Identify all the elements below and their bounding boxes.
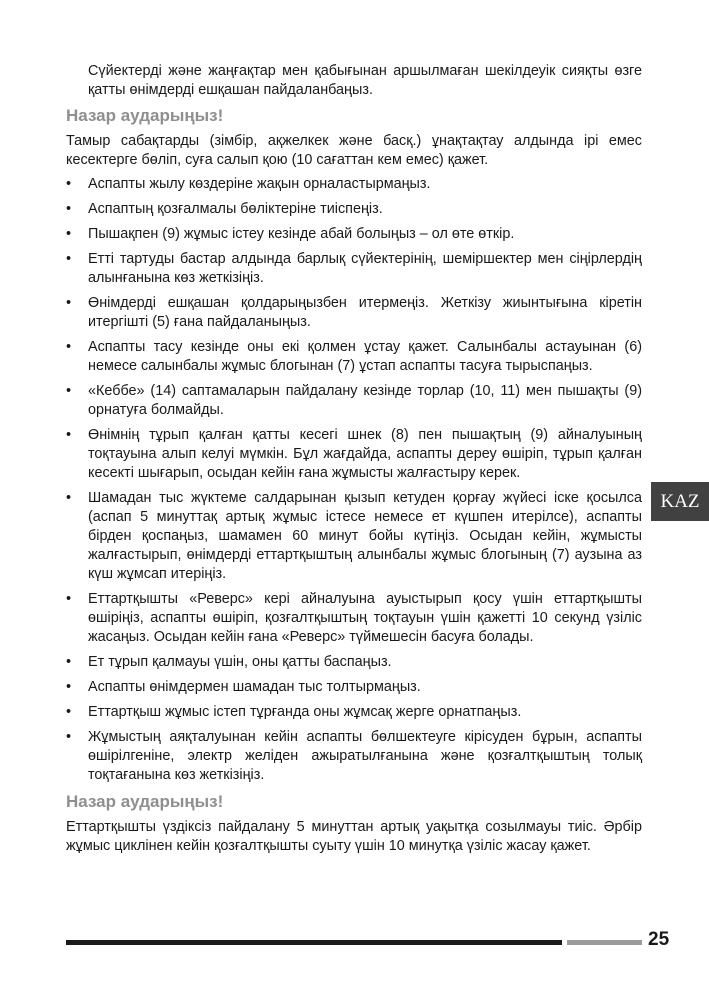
list-item <box>66 590 642 647</box>
list-item-text: Ет тұрып қалмауы үшін, оны қатты баспаңыз. <box>88 654 392 670</box>
bullet-marker: • <box>66 679 72 695</box>
attention-heading-2: Назар аударыңыз! <box>66 792 224 811</box>
bullet-marker: • <box>66 654 72 670</box>
list-item-text: Аспаптың қозғалмалы бөліктеріне тиіспеңіз. <box>88 201 383 217</box>
bullet-marker: • <box>66 226 72 242</box>
list-item <box>66 338 642 376</box>
list-item-text: Шамадан тыс жүктеме салдарынан қызып кетуден қорғау жүйесі іске қосылса (аспап 5 минуттақ артық жұмыс істесе немесе ет күшпен итерілсе), аспапты бірден қоспаңыз, шамамен 60 минут бойы күтіңіз. Осыдан кейін, жұмысты жалғастырып, өнімдерді еттартқыштың алынбалы жұмыс блогының (7) аузына аз күш жұмсап итеріңіз. <box>88 490 642 582</box>
list-item-text: Өнімнің тұрып қалған қатты кесегі шнек (8) пен пышақтың (9) айналуының тоқтауына алып келуі мүмкін. Бұл жағдайда, аспапты дереу өшіріп, тұрып қалған кесекті шығарып, осыдан кейін ғана жұмысты жалғастыру керек. <box>88 427 642 481</box>
list-item <box>66 703 642 722</box>
list-item <box>66 728 642 785</box>
bullet-marker: • <box>66 427 72 443</box>
list-item <box>66 426 642 483</box>
attention-heading-1: Назар аударыңыз! <box>66 106 224 125</box>
list-item <box>66 294 642 332</box>
list-item-text: Өнімдерді ешқашан қолдарыңызбен итермеңіз. Жеткізу жиынтығына кіретін итергішті (5) ғана пайдаланыңыз. <box>88 295 642 330</box>
list-item <box>66 653 642 672</box>
footer-rule-grey <box>567 940 642 945</box>
list-item <box>66 200 642 219</box>
safety-bullet-list <box>66 175 642 785</box>
bullet-marker: • <box>66 339 72 355</box>
list-item <box>66 489 642 584</box>
list-item <box>66 175 642 194</box>
intro-paragraph: Сүйектерді және жаңғақтар мен қабығынан аршылмаған шекілдеуік сияқты өзге қатты өнімдерді ешқашан пайдаланбаңыз. <box>88 63 642 98</box>
list-item-text: Пышақпен (9) жұмыс істеу кезінде абай болыңыз – ол өте өткір. <box>88 226 515 242</box>
attention-text-1: Тамыр сабақтарды (зімбір, ақжелкек және басқ.) ұнақтақтау алдында ірі емес кесектерге бөліп, суға салып қою (10 сағаттан кем емес) қажет. <box>66 133 642 168</box>
page-number: 25 <box>648 929 670 950</box>
manual-content <box>66 62 642 861</box>
list-item-text: «Кеббе» (14) саптамаларын пайдалану кезінде торлар (10, 11) мен пышақты (9) орнатуға болмайды. <box>88 383 642 418</box>
bullet-marker: • <box>66 383 72 399</box>
list-item-text: Еттартқышты «Реверс» кері айналуына ауыстырып қосу үшін еттартқышты өшіріңіз, аспапты өшіріп, қозғалтқыштың тоқтауын үшін қажетті 10 секунд үзіліс жасаңыз. Осыдан кейін ғана «Реверс» түймешесін басуға болады. <box>88 591 642 645</box>
list-item-text: Еттартқыш жұмыс істеп тұрғанда оны жұмсақ жерге орнатпаңыз. <box>88 704 522 720</box>
list-item <box>66 382 642 420</box>
list-item-text: Аспапты тасу кезінде оны екі қолмен ұстау қажет. Салынбалы астауынан (6) немесе салынбалы жұмыс блогынан (7) ұстап аспапты тасуға тырыспаңыз. <box>88 339 642 374</box>
list-item <box>66 678 642 697</box>
list-item <box>66 225 642 244</box>
language-tab: KAZ <box>651 482 709 521</box>
bullet-marker: • <box>66 490 72 506</box>
list-item-text: Жұмыстың аяқталуынан кейін аспапты бөлшектеуге кірісуден бұрын, аспапты өшірілгеніне, электр желіден ажыратылғанына және қозғалтқыштың толық тоқтағанына көз жеткізіңіз. <box>88 729 642 783</box>
footer-rule-dark <box>66 940 562 945</box>
list-item-text: Аспапты жылу көздеріне жақын орналастырмаңыз. <box>88 176 431 192</box>
bullet-marker: • <box>66 591 72 607</box>
list-item-text: Аспапты өнімдермен шамадан тыс толтырмаңыз. <box>88 679 421 695</box>
list-item <box>66 250 642 288</box>
attention-text-2: Еттартқышты үздіксіз пайдалану 5 минуттан артық уақытқа созылмауы тиіс. Әрбір жұмыс циклінен кейін қозғалтқышты суыту үшін 10 минутқа үзіліс жасау қажет. <box>66 819 642 854</box>
bullet-marker: • <box>66 729 72 745</box>
bullet-marker: • <box>66 201 72 217</box>
bullet-marker: • <box>66 176 72 192</box>
bullet-marker: • <box>66 295 72 311</box>
bullet-marker: • <box>66 251 72 267</box>
list-item-text: Етті тартуды бастар алдында барлық сүйектерінің, шеміршектер мен сіңірлердің алынғанына көз жеткізіңіз. <box>88 251 642 286</box>
bullet-marker: • <box>66 704 72 720</box>
